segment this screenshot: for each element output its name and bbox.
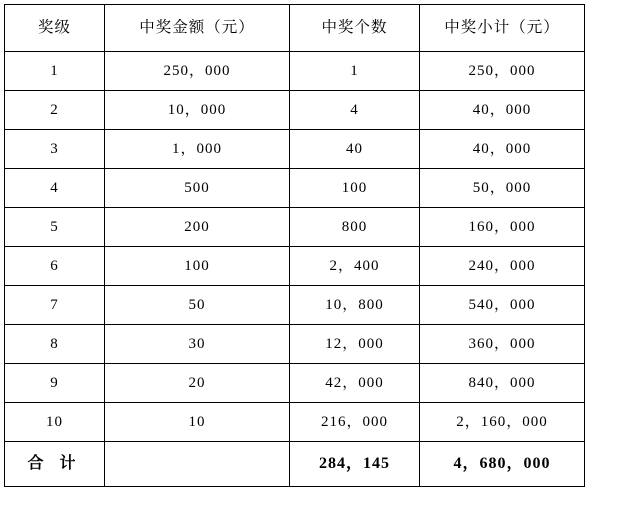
table-row: [5, 364, 585, 403]
prize-table: [4, 4, 585, 487]
cell-amount: 1，000: [105, 130, 290, 169]
cell-amount: 10: [105, 403, 290, 442]
table-row: [5, 286, 585, 325]
cell-level: 8: [5, 325, 105, 364]
cell-subtotal: 840，000: [420, 364, 585, 403]
cell-subtotal: 360，000: [420, 325, 585, 364]
cell-subtotal: 160，000: [420, 208, 585, 247]
cell-level: 5: [5, 208, 105, 247]
cell-amount: 500: [105, 169, 290, 208]
cell-amount: 50: [105, 286, 290, 325]
cell-count: 10，800: [290, 286, 420, 325]
cell-count: 2，400: [290, 247, 420, 286]
column-header-amount: 中奖金额（元）: [105, 5, 290, 52]
column-header-count: 中奖个数: [290, 5, 420, 52]
total-count: 284，145: [290, 442, 420, 487]
cell-subtotal: 2，160，000: [420, 403, 585, 442]
cell-level: 3: [5, 130, 105, 169]
cell-amount: 20: [105, 364, 290, 403]
cell-amount: 30: [105, 325, 290, 364]
cell-count: 1: [290, 52, 420, 91]
cell-subtotal: 50，000: [420, 169, 585, 208]
cell-count: 100: [290, 169, 420, 208]
table-total-row: [5, 442, 585, 487]
cell-subtotal: 250，000: [420, 52, 585, 91]
cell-amount: 10，000: [105, 91, 290, 130]
cell-level: 9: [5, 364, 105, 403]
cell-count: 12，000: [290, 325, 420, 364]
total-amount: [105, 442, 290, 487]
cell-level: 10: [5, 403, 105, 442]
table-header-row: [5, 5, 585, 52]
total-subtotal: 4，680，000: [420, 442, 585, 487]
table-row: [5, 91, 585, 130]
cell-subtotal: 540，000: [420, 286, 585, 325]
cell-count: 4: [290, 91, 420, 130]
cell-level: 7: [5, 286, 105, 325]
cell-count: 800: [290, 208, 420, 247]
cell-amount: 200: [105, 208, 290, 247]
cell-count: 216，000: [290, 403, 420, 442]
document-page: [0, 4, 631, 512]
cell-level: 6: [5, 247, 105, 286]
column-header-level: 奖级: [5, 5, 105, 52]
cell-count: 42，000: [290, 364, 420, 403]
cell-amount: 100: [105, 247, 290, 286]
table-row: [5, 247, 585, 286]
table-row: [5, 52, 585, 91]
cell-subtotal: 40，000: [420, 130, 585, 169]
cell-level: 1: [5, 52, 105, 91]
total-label: 合 计: [5, 442, 105, 487]
cell-count: 40: [290, 130, 420, 169]
cell-amount: 250，000: [105, 52, 290, 91]
cell-subtotal: 40，000: [420, 91, 585, 130]
table-row: [5, 208, 585, 247]
cell-level: 4: [5, 169, 105, 208]
table-row: [5, 403, 585, 442]
table-row: [5, 130, 585, 169]
cell-level: 2: [5, 91, 105, 130]
table-row: [5, 325, 585, 364]
cell-subtotal: 240，000: [420, 247, 585, 286]
column-header-subtotal: 中奖小计（元）: [420, 5, 585, 52]
table-row: [5, 169, 585, 208]
